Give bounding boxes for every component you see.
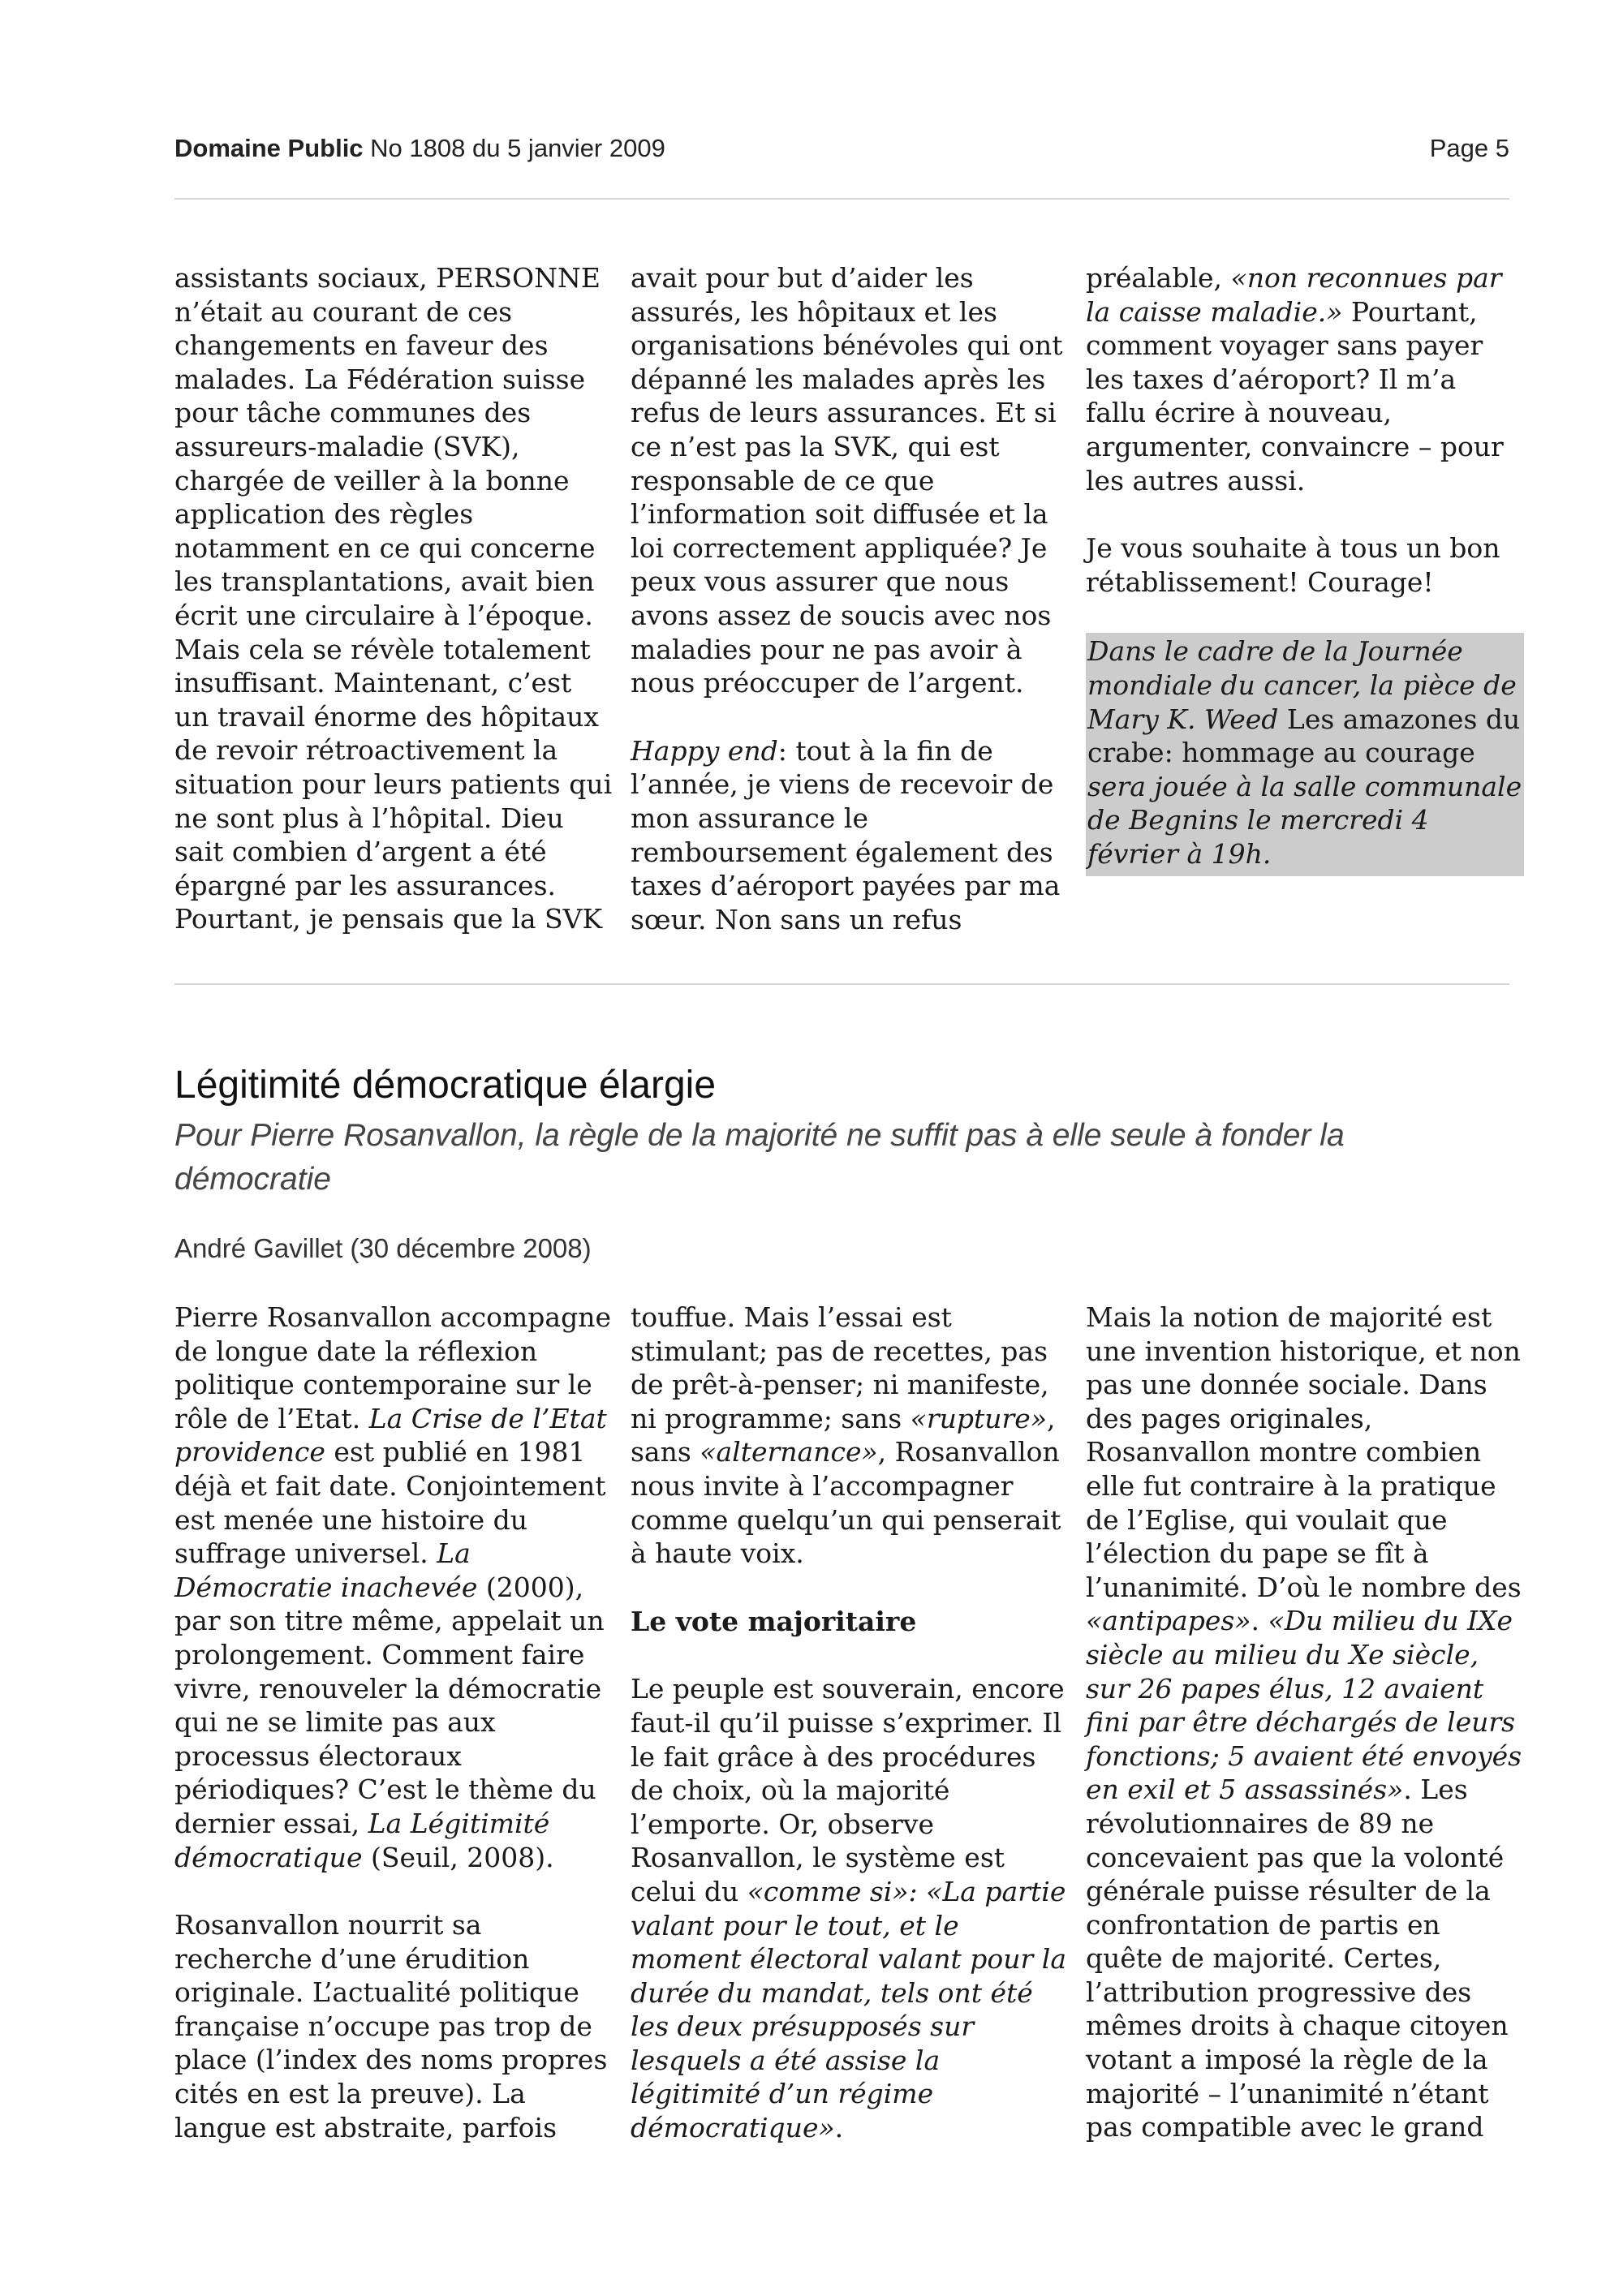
emphasis: La Crise de l’Etat providence — [174, 1402, 607, 1468]
paragraph: Je vous souhaite à tous un bon rétablissement! Courage! — [1086, 532, 1500, 598]
emphasis: «comme si»: «La partie valant pour le tout, et le moment électoral valant pour la durée du mandat, tels ont été les deux présupposés sur lesquels a été assise la légitimité d’un régime démocratique» — [631, 1875, 1066, 2144]
article-title: Légitimité démocratique élargie — [174, 1064, 717, 1107]
text: touffue. Mais l’essai est stimulant; pas de recettes, pas de prêt-à-penser; ni manifeste, ni programme; sans — [631, 1301, 1049, 1434]
text: Mais la notion de majorité est une invention historique, et non pas une donnée sociale. Dans des pages originales, Rosanvallon montre combien elle fut contraire à la pratique de l’Eglise, qui voulait que l’élection du pape se fît à l’unanimité. D’où le nombre des — [1086, 1301, 1522, 1603]
emphasis: Happy end — [631, 734, 778, 767]
page-header — [174, 134, 1509, 168]
page-number: Page 5 — [1429, 134, 1509, 162]
top-column-1 — [174, 261, 613, 936]
top-column-2 — [631, 261, 1069, 936]
emphasis: sera jouée à la salle communale de Begnins le mercredi 4 février à 19h. — [1087, 770, 1522, 870]
text: Les amazones du crabe: hommage au courage — [1087, 703, 1521, 769]
emphasis: «non reconnues par la caisse maladie.» — [1086, 262, 1502, 328]
header-divider — [174, 198, 1509, 200]
text: . — [1251, 1605, 1268, 1637]
text: , sans — [631, 1402, 1056, 1468]
article-subtitle: Pour Pierre Rosanvallon, la règle de la majorité ne suffit pas à elle seule à fonder la démocratie — [174, 1118, 1345, 1197]
text: (2000), par son titre même, appelait un prolongement. Comment faire vivre, renouveler la démocratie qui ne se limite pas aux processus électoraux périodiques? C’est le thème du dernier essai, — [174, 1571, 605, 1839]
text: : tout à la fin de l’année, je viens de recevoir de mon assurance le remboursement également des taxes d’aéroport payées par ma sœur. Non sans un refus — [631, 734, 1061, 935]
paragraph: Rosanvallon nourrit sa recherche d’une érudition originale. L’actualité politique française n’occupe pas trop de place (l’index des noms propres cités en est la preuve). La langue est abstraite, parfois — [174, 1909, 608, 2143]
text: , Rosanvallon nous invite à l’accompagner comme quelqu’un qui penserait à haute voix. — [631, 1436, 1061, 1570]
section-heading: Le vote majoritaire — [631, 1605, 917, 1637]
issue-info: No 1808 du 5 janvier 2009 — [370, 134, 665, 162]
text: Pierre Rosanvallon accompagne de longue date la réflexion politique contemporaine sur le rôle de l’Etat. — [174, 1301, 611, 1434]
emphasis: Dans le cadre de la Journée mondiale du cancer, la pièce de Mary K. Weed — [1087, 635, 1517, 735]
text: . Les révolutionnaires de 89 ne concevaient pas que la volonté générale puisse résulter de la confrontation de partis en quête de majorité. Certes, l’attribution progressive des mêmes droits à chaque citoyen votant a imposé la règle de la majorité – l’unanimité n’étant pas compatible avec le grand — [1086, 1774, 1509, 2143]
emphasis: «alternance» — [700, 1436, 878, 1468]
text: Pourtant, comment voyager sans payer les taxes d’aéroport? Il m’a fallu écrire à nouveau, argumenter, convaincre – pour les autres aussi. — [1086, 295, 1504, 497]
emphasis: «rupture» — [910, 1402, 1048, 1434]
text: (Seuil, 2008). — [362, 1841, 554, 1873]
article-column-3 — [1086, 1301, 1524, 2144]
paragraph — [1086, 1301, 1524, 2144]
article-column-1 — [174, 1301, 613, 2144]
paragraph — [631, 1301, 1069, 1571]
paragraph — [631, 1672, 1069, 2144]
emphasis: «antipapes» — [1086, 1605, 1251, 1637]
section-divider — [174, 983, 1509, 985]
text: préalable, — [1086, 262, 1231, 294]
emphasis: «Du milieu du IXe siècle au milieu du Xe siècle, sur 26 papes élus, 12 avaient fini par être déchargés de leurs fonctions; 5 avaient été envoyés en exil et 5 assassinés» — [1086, 1605, 1522, 1806]
text: Le peuple est souverain, encore faut-il qu’il puisse s’exprimer. Il le fait grâce à des procédures de choix, où la majorité l’emporte. Or, observe Rosanvallon, le système est celui du — [631, 1673, 1065, 1907]
paragraph — [631, 734, 1069, 937]
emphasis: La Démocratie inachevée — [174, 1537, 478, 1603]
paragraph: assistants sociaux, PERSONNE n’était au courant de ces changements en faveur des malades. La Fédération suisse pour tâche communes des assureurs-maladie (SVK), chargée de veiller à la bonne application des règles notamment en ce qui concerne les transplantations, avait bien écrit une circulaire à l’époque. Mais cela se révèle totalement insuffisant. Maintenant, c’est un travail énorme des hôpitaux de revoir rétroactivement la situation pour leurs patients qui ne sont plus à l’hôpital. Dieu sait combien d’argent a été épargné par les assurances. Pourtant, je pensais que la SVK — [174, 262, 613, 935]
event-notice-box — [1086, 633, 1524, 875]
text: est publié en 1981 déjà et fait date. Conjointement est menée une histoire du suffrage universel. — [174, 1436, 606, 1570]
paragraph — [1086, 261, 1524, 497]
text: . — [834, 2112, 844, 2144]
article-byline: André Gavillet (30 décembre 2008) — [174, 1233, 592, 1263]
article-column-2 — [631, 1301, 1069, 2145]
paragraph: avait pour but d’aider les assurés, les hôpitaux et les organisations bénévoles qui ont dépanné les malades après les refus de leurs assurances. Et si ce n’est pas la SVK, qui est responsable de ce que l’information soit diffusée et la loi correctement appliquée? Je peux vous assurer que nous avons assez de soucis avec nos maladies pour ne pas avoir à nous préoccuper de l’argent. — [631, 262, 1063, 699]
paragraph — [174, 1301, 613, 1874]
publication-name: Domaine Public — [174, 134, 364, 162]
emphasis: La Légitimité démocratique — [174, 1807, 550, 1873]
top-column-3 — [1086, 261, 1524, 876]
